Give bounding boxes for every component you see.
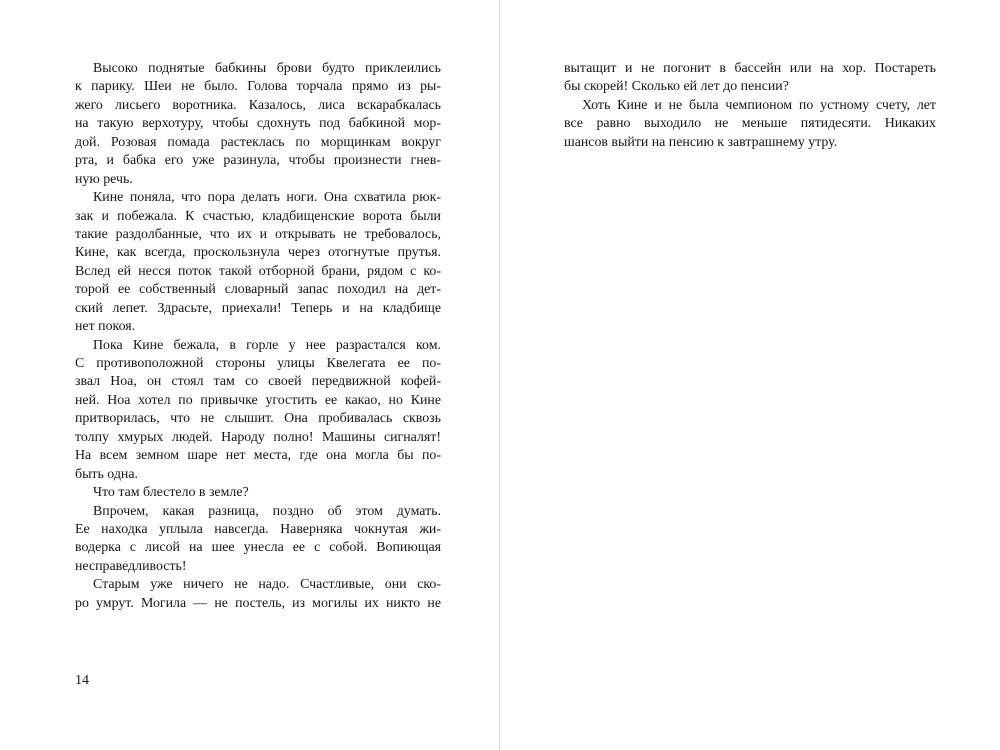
text-line: Что там блестело в земле?	[93, 485, 249, 501]
text-line: ро умрут. Могила — не постель, из могилы их никто не	[75, 595, 441, 611]
right-page-text	[564, 60, 936, 152]
text-line: такие раздолбанные, что их и открывать не требовалось,	[75, 226, 441, 242]
text-line: зак и побежала. К счастью, кладбищенские ворота были	[75, 208, 441, 224]
text-line: нет покоя.	[75, 319, 136, 335]
text-line: дой. Розовая помада растеклась по морщинкам вокруг	[75, 134, 441, 150]
text-line: ней. Ноа хотел по привычке угостить ее какао, но Кине	[75, 392, 441, 408]
text-line: Вслед ей несся поток такой отборной брани, рядом с ко-	[75, 263, 441, 279]
text-line: бы скорей! Сколько ей лет до пенсии?	[564, 79, 789, 95]
page-number: 14	[75, 673, 89, 688]
text-line: вытащит и не погонит в бассейн или на хор. Постареть	[564, 61, 936, 76]
text-line: торой ее собственный словарный запас походил на дет-	[75, 282, 441, 298]
text-line: рта, и бабка его уже разинула, чтобы произнести гнев-	[75, 153, 441, 169]
text-line: на такую верхотуру, чтобы сдохнуть под бабкиной мор-	[75, 116, 441, 132]
text-line: На всем земном шаре нет места, где она могла бы по-	[75, 448, 441, 464]
text-line: водерка с лисой на шее унесла ее с собой. Вопиющая	[75, 540, 441, 556]
text-line: звал Ноа, он стоял там со своей передвижной кофей-	[75, 374, 441, 390]
text-line: Высоко поднятые бабкины брови будто приклеились	[93, 61, 441, 76]
text-line: жего лисьего воротника. Казалось, лиса вскарабкалась	[75, 97, 441, 113]
text-line: ский лепет. Здрасьте, приехали! Теперь и на кладбище	[75, 300, 441, 316]
text-line: шансов выйти на пенсию к завтрашнему утру.	[564, 134, 838, 150]
left-page	[0, 0, 499, 750]
text-line: быть одна.	[75, 466, 138, 482]
text-line: все равно выходило не меньше пятидесяти. Никаких	[564, 116, 936, 132]
text-line: Старым уже ничего не надо. Счастливые, они ско-	[93, 577, 441, 593]
text-line: Ее находка уплыла навсегда. Наверняка чокнутая жи-	[75, 521, 441, 537]
text-line: к парику. Шеи не было. Голова торчала прямо из ры-	[75, 79, 441, 95]
text-line: Кине, как всегда, проскользнула через отогнутые прутья.	[75, 245, 441, 261]
text-line: Кине поняла, что пора делать ноги. Она схватила рюк-	[93, 190, 441, 206]
text-line: притворилась, что не слышит. Она пробивалась сквозь	[75, 411, 441, 427]
text-line: Хоть Кине и не была чемпионом по устному счету, лет	[582, 97, 936, 113]
text-line: Впрочем, какая разница, поздно об этом думать.	[93, 503, 441, 519]
right-page	[501, 0, 1000, 750]
text-line: ную речь.	[75, 171, 133, 187]
text-line: толпу хмурых людей. Народу полно! Машины сигналят!	[75, 429, 441, 445]
text-line: Пока Кине бежала, в горле у нее разрастался ком.	[93, 337, 441, 353]
book-gutter	[499, 0, 500, 750]
text-line: С противоположной стороны улицы Квелегата ее по-	[75, 356, 441, 371]
text-line: несправедливость!	[75, 558, 187, 574]
left-page-text	[75, 60, 441, 613]
